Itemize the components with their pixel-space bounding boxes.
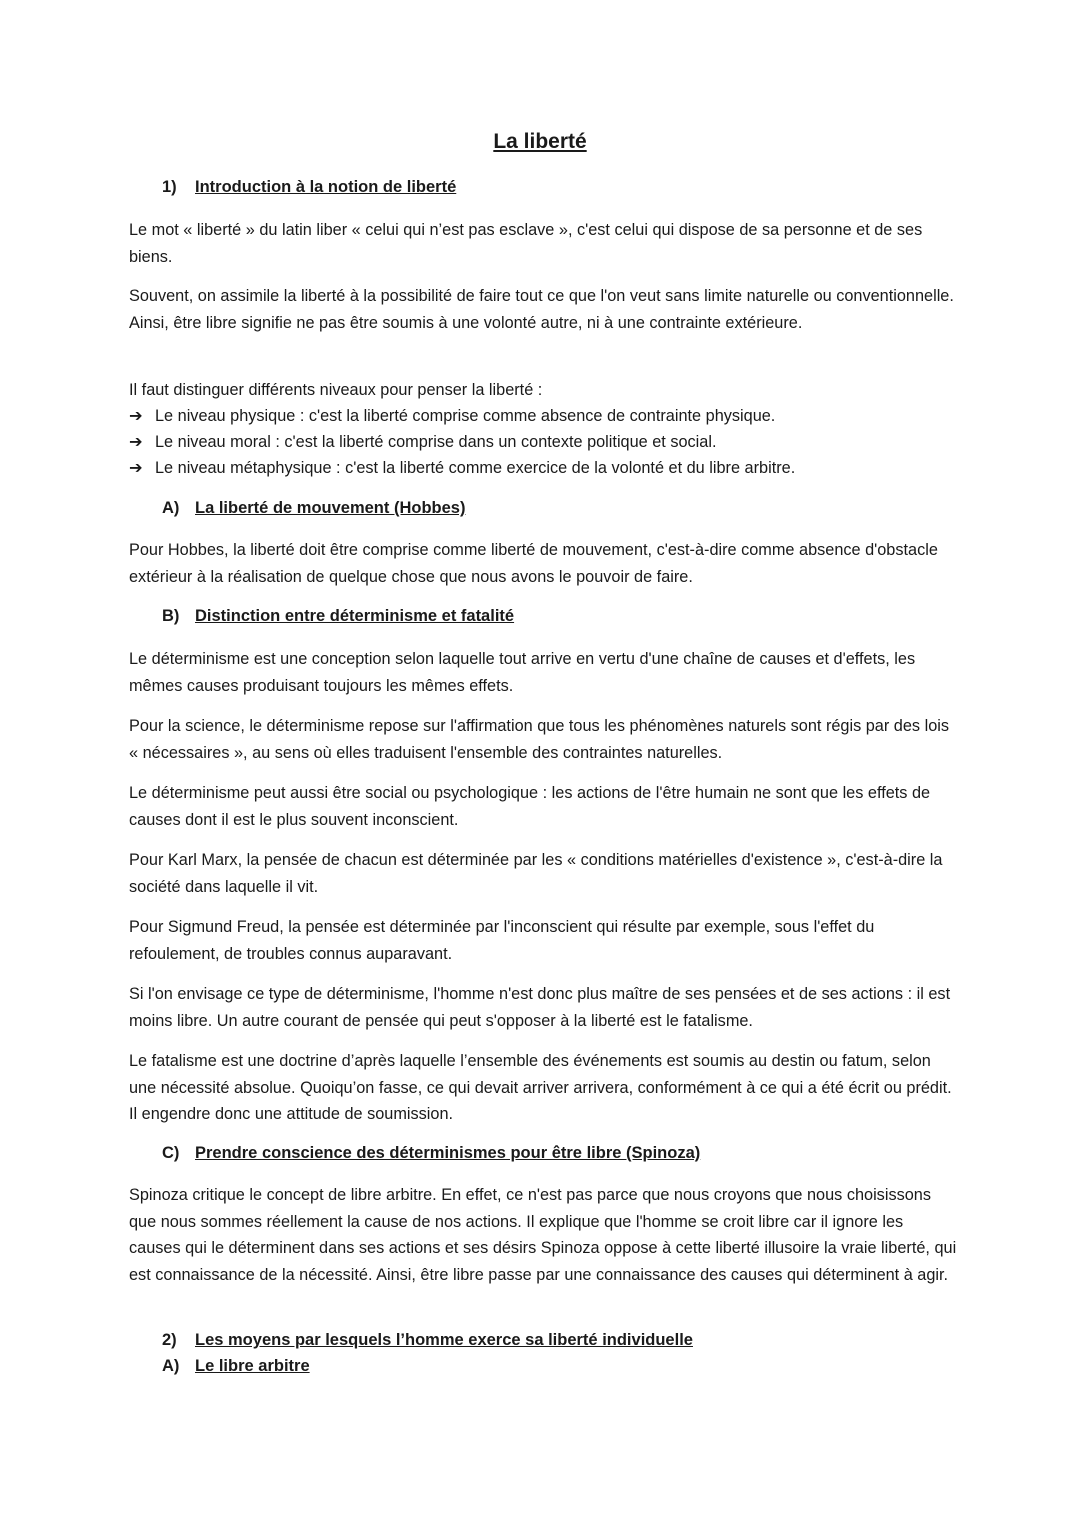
section-title: Introduction à la notion de liberté [195, 178, 457, 196]
list-item-text: Le niveau moral : c'est la liberté comprise dans un contexte politique et social. [155, 433, 717, 451]
section-title: Le libre arbitre [195, 1357, 310, 1375]
section-heading-1 [162, 178, 456, 197]
section-title: Les moyens par lesquels l’homme exerce sa liberté individuelle [195, 1331, 693, 1349]
section-heading-2a [162, 1357, 310, 1376]
list-item-text: Le niveau métaphysique : c'est la liberté comme exercice de la volonté et du libre arbitre. [155, 459, 796, 477]
determinism-paragraph-3: Le déterminisme peut aussi être social ou psychologique : les actions de l'être humain ne sont que les effets de causes dont il est le plus souvent inconscient. [129, 784, 931, 829]
list-item [129, 429, 717, 455]
section-heading-1c [162, 1144, 700, 1163]
determinism-paragraph-1: Le déterminisme est une conception selon laquelle tout arrive en vertu d'une chaîne de causes et d'effets, les mêmes causes produisant toujours les mêmes effets. [129, 650, 916, 695]
spinoza-paragraph: Spinoza critique le concept de libre arbitre. En effet, ce n'est pas parce que nous croyons que nous choisissons que nous sommes réellement la cause de nos actions. Il explique que l'homme se croit libre car il ignore les causes qui le déterminent dans ses actions et ses désirs Spinoza oppose à cette liberté illusoire la vraie liberté, qui est connaissance de la nécessité. Ainsi, être libre passe par une connaissance des causes qui déterminent à agir. [129, 1186, 957, 1284]
section-title: Prendre conscience des déterminismes pour être libre (Spinoza) [195, 1144, 701, 1162]
intro-paragraph-1: Le mot « liberté » du latin liber « celui qui n’est pas esclave », c'est celui qui dispose de sa personne et de ses biens. [129, 221, 923, 266]
determinism-paragraph-2: Pour la science, le déterminisme repose sur l'affirmation que tous les phénomènes naturels sont régis par des lois « nécessaires », au sens où elles traduisent l'ensemble des contraintes naturelles. [129, 717, 950, 762]
fatalism-paragraph: Le fatalisme est une doctrine d’après laquelle l’ensemble des événements est soumis au destin ou fatum, selon une nécessité absolue. Quoiqu’on fasse, ce qui devait arriver arrivera, conformément à ce qui a été écrit ou prédit. Il engendre donc une attitude de soumission. [129, 1052, 952, 1123]
section-number: A) [162, 1357, 180, 1375]
determinism-paragraph-4: Pour Karl Marx, la pensée de chacun est déterminée par les « conditions matérielles d'existence », c'est-à-dire la société dans laquelle il vit. [129, 851, 943, 896]
list-item [129, 455, 795, 481]
determinism-paragraph-5: Pour Sigmund Freud, la pensée est déterminée par l'inconscient qui résulte par exemple, sous l'effet du refoulement, de troubles connus auparavant. [129, 918, 875, 963]
arrow-right-icon: ➔ [129, 407, 143, 425]
page-title: La liberté [493, 130, 587, 153]
section-heading-1a [162, 499, 465, 518]
intro-paragraph-2: Souvent, on assimile la liberté à la possibilité de faire tout ce que l'on veut sans limite naturelle ou conventionnelle. Ainsi, être libre signifie ne pas être soumis à une volonté autre, ni à une contrainte extérieure. [129, 287, 954, 332]
hobbes-paragraph: Pour Hobbes, la liberté doit être comprise comme liberté de mouvement, c'est-à-dire comme absence d'obstacle extérieur à la réalisation de quelque chose que nous avons le pouvoir de faire. [129, 541, 938, 586]
section-number: 1) [162, 178, 177, 196]
arrow-right-icon: ➔ [129, 433, 143, 451]
arrow-right-icon: ➔ [129, 459, 143, 477]
section-heading-1b [162, 607, 514, 626]
section-title: Distinction entre déterminisme et fatalité [195, 607, 515, 625]
section-title: La liberté de mouvement (Hobbes) [195, 499, 466, 517]
section-number: B) [162, 607, 180, 625]
list-item [129, 403, 775, 429]
section-number: C) [162, 1144, 180, 1162]
section-number: A) [162, 499, 180, 517]
section-heading-2 [162, 1331, 693, 1350]
section-number: 2) [162, 1331, 177, 1349]
intro-paragraph-3: Il faut distinguer différents niveaux pour penser la liberté : [129, 381, 543, 399]
determinism-paragraph-6: Si l'on envisage ce type de déterminisme, l'homme n'est donc plus maître de ses pensées et de ses actions : il est moins libre. Un autre courant de pensée qui peut s'opposer à la liberté est le fatalisme. [129, 985, 951, 1030]
list-item-text: Le niveau physique : c'est la liberté comprise comme absence de contrainte physique. [155, 407, 776, 425]
